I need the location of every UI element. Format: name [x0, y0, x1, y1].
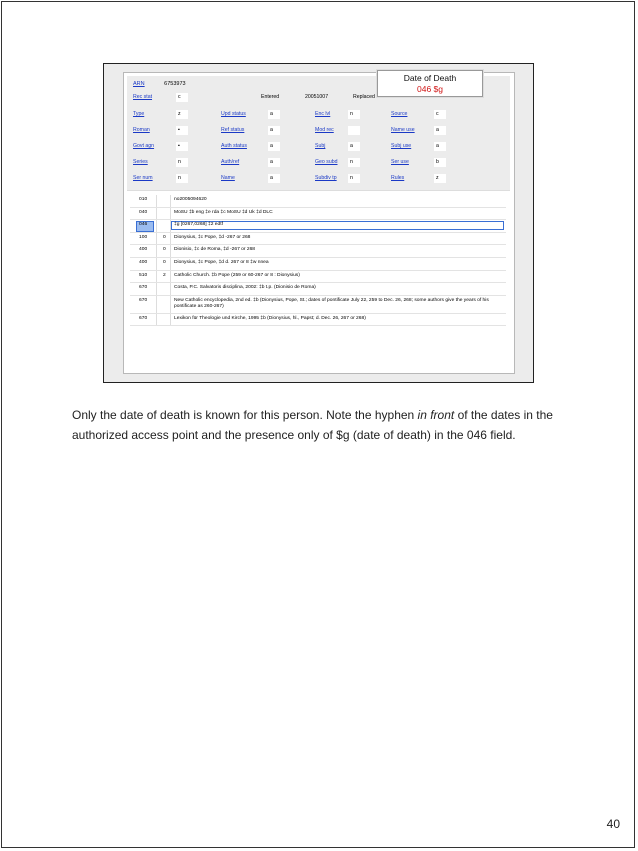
- arn-row: [133, 79, 186, 90]
- fixed-field-value[interactable]: b: [434, 158, 446, 167]
- field-indicator[interactable]: 2: [163, 272, 166, 278]
- column-divider: [156, 220, 157, 232]
- fixed-field-value[interactable]: n: [348, 158, 360, 167]
- fixed-field-label[interactable]: Source: [391, 111, 408, 117]
- fixed-field-label[interactable]: Name use: [391, 127, 415, 133]
- column-divider: [170, 195, 171, 207]
- fixed-field-value[interactable]: ▪: [176, 142, 188, 151]
- fixed-field-value[interactable]: a: [434, 142, 446, 151]
- fixed-field-label[interactable]: Upd status: [221, 111, 246, 117]
- fixed-field-label[interactable]: Rec stat: [133, 94, 153, 100]
- fixed-field-value[interactable]: a: [268, 126, 280, 135]
- column-divider: [170, 245, 171, 257]
- fixed-field-value[interactable]: a: [348, 142, 360, 151]
- field-text[interactable]: Dionysius, ‡c Pope, ‡d d. 267 or 8 ‡w nnea: [174, 259, 269, 265]
- fixed-field-value[interactable]: a: [268, 158, 280, 167]
- field-tag[interactable]: 670: [139, 285, 148, 291]
- field-tag[interactable]: 670: [139, 297, 148, 303]
- fixed-field-value[interactable]: a: [268, 142, 280, 151]
- field-tag[interactable]: 010: [139, 197, 148, 202]
- fixed-field-value[interactable]: c: [176, 93, 188, 102]
- fixed-field-value[interactable]: n: [176, 158, 188, 167]
- field-indicator[interactable]: 0: [163, 259, 166, 265]
- fixed-field-value[interactable]: a: [434, 126, 446, 135]
- fixed-field-value[interactable]: a: [268, 110, 280, 119]
- fixed-field-label[interactable]: Ref status: [221, 127, 245, 133]
- page-number: 40: [606, 817, 620, 831]
- column-divider: [156, 314, 157, 326]
- field-tag[interactable]: 400: [139, 247, 148, 253]
- entered-label: Entered: [261, 94, 280, 100]
- variable-field-row[interactable]: [130, 220, 506, 233]
- field-text[interactable]: Catholic Church. ‡b Pope (259 or 60-267 or 8 : Dionysius): [174, 272, 300, 278]
- field-text[interactable]: New Catholic encyclopedia, 2nd ed. ‡b (Dionysius, Pope, St.; dates of pontificate July 22, 259 to Dec. 26, 268; some authors give the years of his pontificate as 260-267): [174, 297, 489, 309]
- fixed-field-label[interactable]: Roman: [133, 127, 150, 133]
- variable-field-row[interactable]: [130, 258, 506, 271]
- variable-field-row[interactable]: [130, 195, 506, 208]
- column-divider: [156, 271, 157, 283]
- caption-emphasis: in front: [417, 408, 455, 422]
- caption-text-2: of the dates in the authorized access point and the presence only of $g (date of death) in the 046 field.: [72, 408, 553, 442]
- replaced-label: Replaced: [353, 94, 375, 100]
- variable-field-row[interactable]: [130, 296, 506, 314]
- field-indicator[interactable]: 0: [163, 234, 166, 240]
- variable-field-row[interactable]: [130, 208, 506, 221]
- field-text[interactable]: Dionisio, ‡c de Roma, ‡d -267 or 268: [174, 247, 256, 253]
- field-text[interactable]: Dionysius, ‡c Pope, ‡d -267 or 268: [174, 234, 251, 240]
- fixed-field-value[interactable]: ▪: [176, 126, 188, 135]
- column-divider: [170, 314, 171, 326]
- fixed-field-value[interactable]: z: [176, 110, 188, 119]
- fixed-field-value[interactable]: z: [434, 174, 446, 183]
- arn-link[interactable]: ARN: [133, 81, 145, 87]
- fixed-field-label[interactable]: Govt agn: [133, 143, 155, 149]
- variable-field-row[interactable]: [130, 245, 506, 258]
- fixed-field-value[interactable]: n: [348, 174, 360, 183]
- field-tag[interactable]: 100: [139, 234, 148, 240]
- column-divider: [156, 208, 157, 220]
- fixed-field-label[interactable]: Ser num: [133, 175, 153, 181]
- fixed-field-value[interactable]: a: [268, 174, 280, 183]
- column-divider: [156, 283, 157, 295]
- column-divider: [170, 208, 171, 220]
- variable-field-row[interactable]: [130, 233, 506, 246]
- column-divider: [170, 271, 171, 283]
- field-tag[interactable]: 040: [139, 209, 148, 215]
- fixed-field-label[interactable]: Subj use: [391, 143, 412, 149]
- callout-code: 046 $g: [417, 84, 443, 94]
- fixed-field-label[interactable]: Type: [133, 111, 145, 117]
- fixed-field-label[interactable]: Auth status: [221, 143, 247, 149]
- slide-caption: [72, 405, 572, 445]
- variable-field-row[interactable]: [130, 283, 506, 296]
- catalog-screenshot: [103, 63, 534, 383]
- fixed-field-label[interactable]: Rules: [391, 175, 405, 181]
- field-tag[interactable]: 670: [139, 315, 148, 321]
- column-divider: [170, 283, 171, 295]
- variable-fields-table: [130, 195, 506, 326]
- authority-record-window: [123, 72, 515, 374]
- field-tag[interactable]: 510: [139, 272, 148, 278]
- column-divider: [156, 233, 157, 245]
- field-tag[interactable]: 046: [139, 222, 148, 228]
- column-divider: [156, 195, 157, 207]
- fixed-field-value[interactable]: n: [176, 174, 188, 183]
- variable-field-row[interactable]: [130, 271, 506, 284]
- column-divider: [170, 220, 171, 232]
- column-divider: [170, 258, 171, 270]
- field-indicator[interactable]: 0: [163, 247, 166, 253]
- field-text[interactable]: ‡g [0267,0268] ‡2 edtf: [174, 222, 223, 228]
- fixed-field-value[interactable]: [348, 126, 360, 135]
- column-divider: [156, 296, 157, 313]
- caption-text-1: Only the date of death is known for this person. Note the hyphen: [72, 408, 418, 422]
- fixed-field-label[interactable]: Enc lvl: [315, 111, 331, 117]
- field-text[interactable]: Costa, P.C. Salvatoris disciplina, 2002: ‡b t.p. (Dionisio de Roma): [174, 285, 316, 291]
- field-text[interactable]: no2005094620: [174, 197, 207, 202]
- fixed-field-label[interactable]: Mod rec: [315, 127, 334, 133]
- fixed-field-label[interactable]: Geo subd: [315, 159, 338, 165]
- entered-value: 20051007: [305, 94, 329, 100]
- column-divider: [170, 233, 171, 245]
- field-text[interactable]: MoSU ‡b eng ‡e rda ‡c MoSU ‡d Uk ‡d DLC: [174, 209, 273, 215]
- fixed-field-label[interactable]: Ser use: [391, 159, 409, 165]
- variable-field-row[interactable]: [130, 314, 506, 327]
- fixed-field-value[interactable]: c: [434, 110, 446, 119]
- column-divider: [156, 258, 157, 270]
- column-divider: [170, 296, 171, 313]
- fixed-field-label[interactable]: Subdiv tp: [315, 175, 337, 181]
- fixed-field-label[interactable]: Subj: [315, 143, 326, 149]
- column-divider: [156, 245, 157, 257]
- fixed-field-label[interactable]: Series: [133, 159, 148, 165]
- field-text[interactable]: Lexikon für Theologie und Kirche, 1995 ‡b (Dionysius, hl., Papst; d. Dec. 26, 267 or 268): [174, 315, 366, 321]
- fixed-field-value[interactable]: n: [348, 110, 360, 119]
- arn-value: 6753973: [164, 81, 186, 87]
- callout-title: Date of Death: [403, 73, 457, 83]
- fixed-field-label[interactable]: Auth/ref: [221, 159, 240, 165]
- date-of-death-callout: [377, 70, 483, 97]
- field-tag[interactable]: 400: [139, 259, 148, 265]
- fixed-field-label[interactable]: Name: [221, 175, 235, 181]
